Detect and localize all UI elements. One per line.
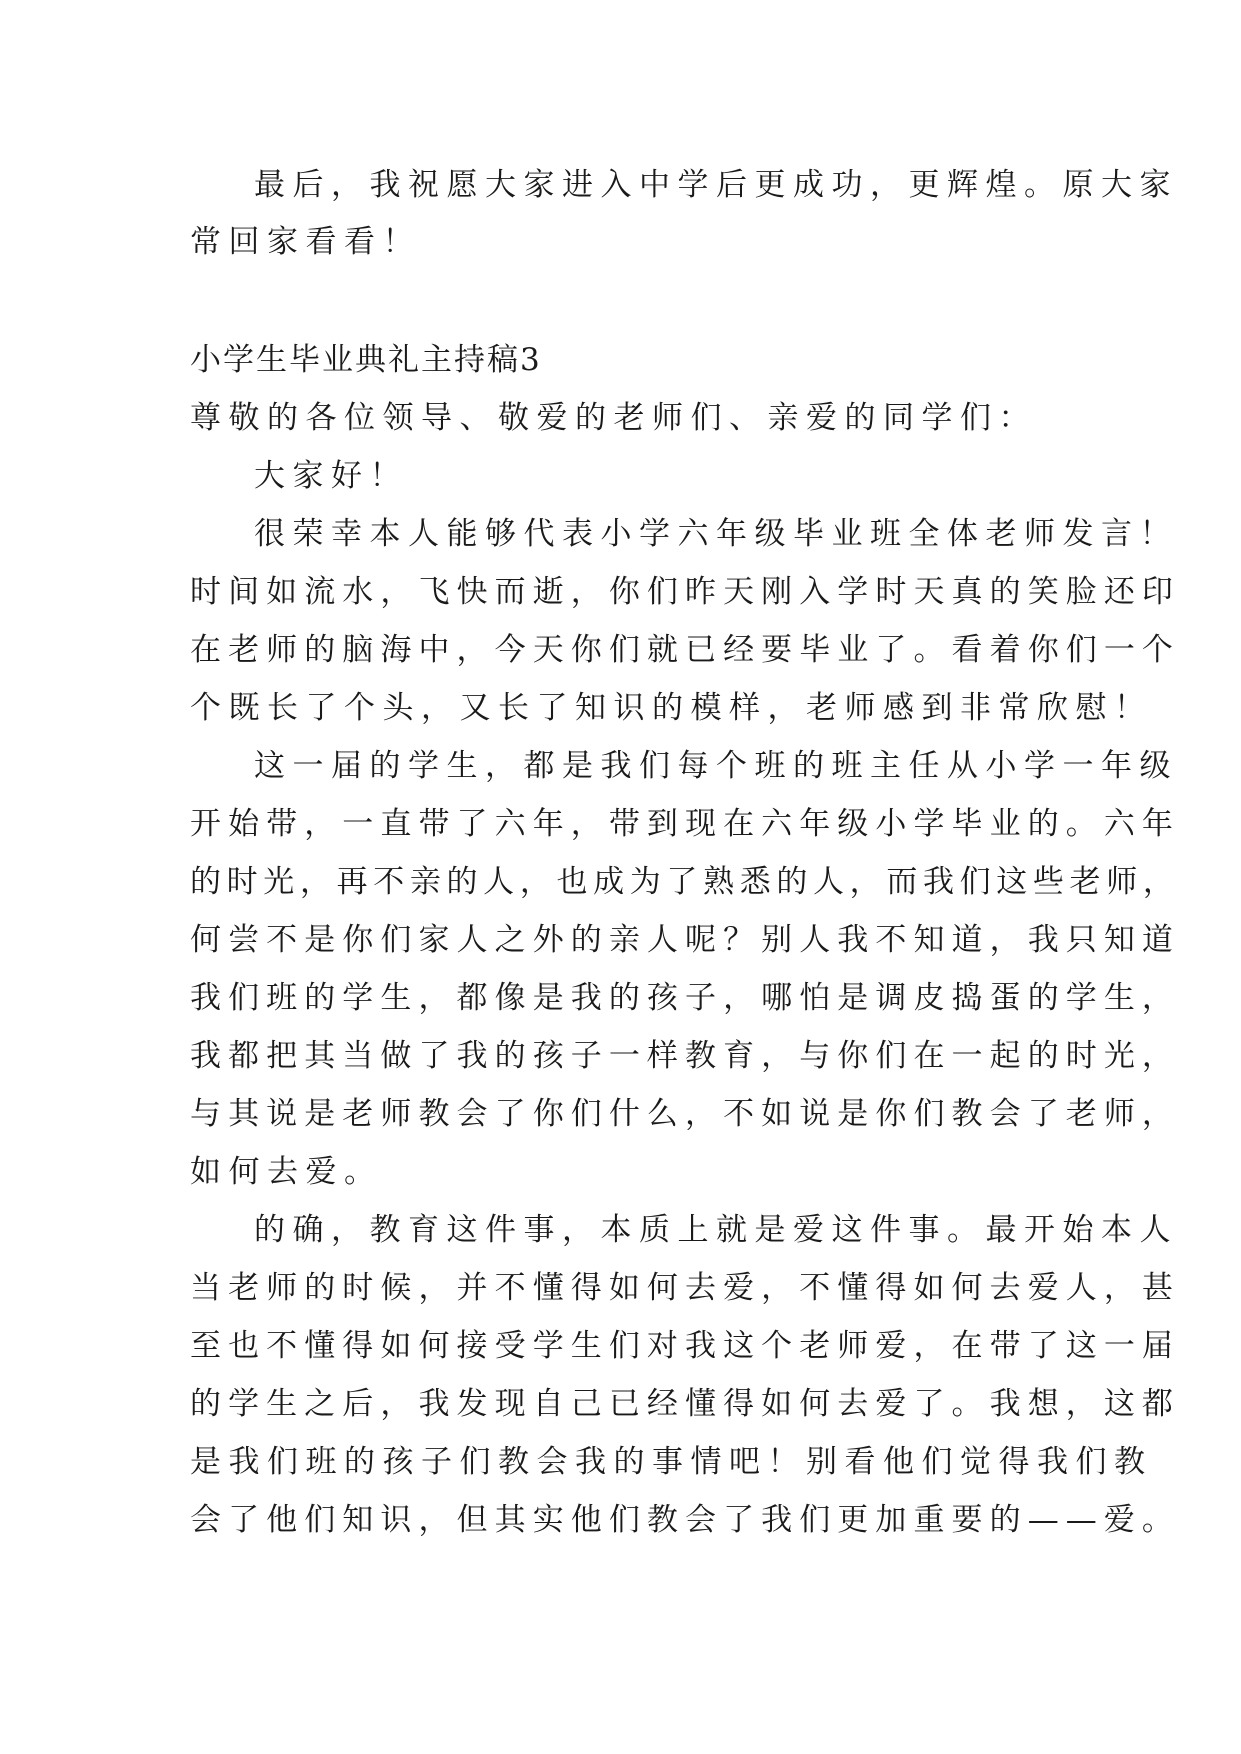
salutation: 尊敬的各位领导、敬爱的老师们、亲爱的同学们： xyxy=(190,400,1037,436)
paragraph-line: 在老师的脑海中，今天你们就已经要毕业了。看着你们一个 xyxy=(190,632,1180,668)
paragraph-line: 是我们班的孩子们教会我的事情吧！别看他们觉得我们教 xyxy=(190,1444,1153,1480)
section-title: 小学生毕业典礼主持稿3 xyxy=(190,342,542,378)
paragraph-line: 当老师的时候，并不懂得如何去爱，不懂得如何去爱人，甚 xyxy=(190,1270,1180,1306)
paragraph-line: 最后，我祝愿大家进入中学后更成功，更辉煌。原大家 xyxy=(254,167,1178,203)
paragraph-line: 我们班的学生，都像是我的孩子，哪怕是调皮捣蛋的学生， xyxy=(190,980,1180,1016)
paragraph-line: 的时光，再不亲的人，也成为了熟悉的人，而我们这些老师， xyxy=(190,864,1180,900)
paragraph-line: 至也不懂得如何接受学生们对我这个老师爱，在带了这一届 xyxy=(190,1328,1180,1364)
paragraph-line: 与其说是老师教会了你们什么，不如说是你们教会了老师， xyxy=(190,1096,1180,1132)
paragraph-line: 的学生之后，我发现自己已经懂得如何去爱了。我想，这都 xyxy=(190,1386,1180,1422)
paragraph-line: 如何去爱。 xyxy=(190,1154,383,1190)
greeting: 大家好！ xyxy=(254,458,408,494)
paragraph-line: 开始带，一直带了六年，带到现在六年级小学毕业的。六年 xyxy=(190,806,1180,842)
paragraph-line: 个既长了个头，又长了知识的模样，老师感到非常欣慰！ xyxy=(190,690,1153,726)
paragraph-line: 常回家看看！ xyxy=(190,224,421,260)
paragraph-line: 很荣幸本人能够代表小学六年级毕业班全体老师发言！ xyxy=(254,516,1178,552)
paragraph-line: 我都把其当做了我的孩子一样教育，与你们在一起的时光， xyxy=(190,1038,1180,1074)
paragraph-line: 的确，教育这件事，本质上就是爱这件事。最开始本人 xyxy=(254,1212,1178,1248)
paragraph-line: 何尝不是你们家人之外的亲人呢？别人我不知道，我只知道 xyxy=(190,922,1180,958)
paragraph-line: 时间如流水，飞快而逝，你们昨天刚入学时天真的笑脸还印 xyxy=(190,574,1180,610)
paragraph-line: 会了他们知识，但其实他们教会了我们更加重要的——爱。 xyxy=(190,1502,1180,1538)
paragraph-line: 这一届的学生，都是我们每个班的班主任从小学一年级 xyxy=(254,748,1178,784)
